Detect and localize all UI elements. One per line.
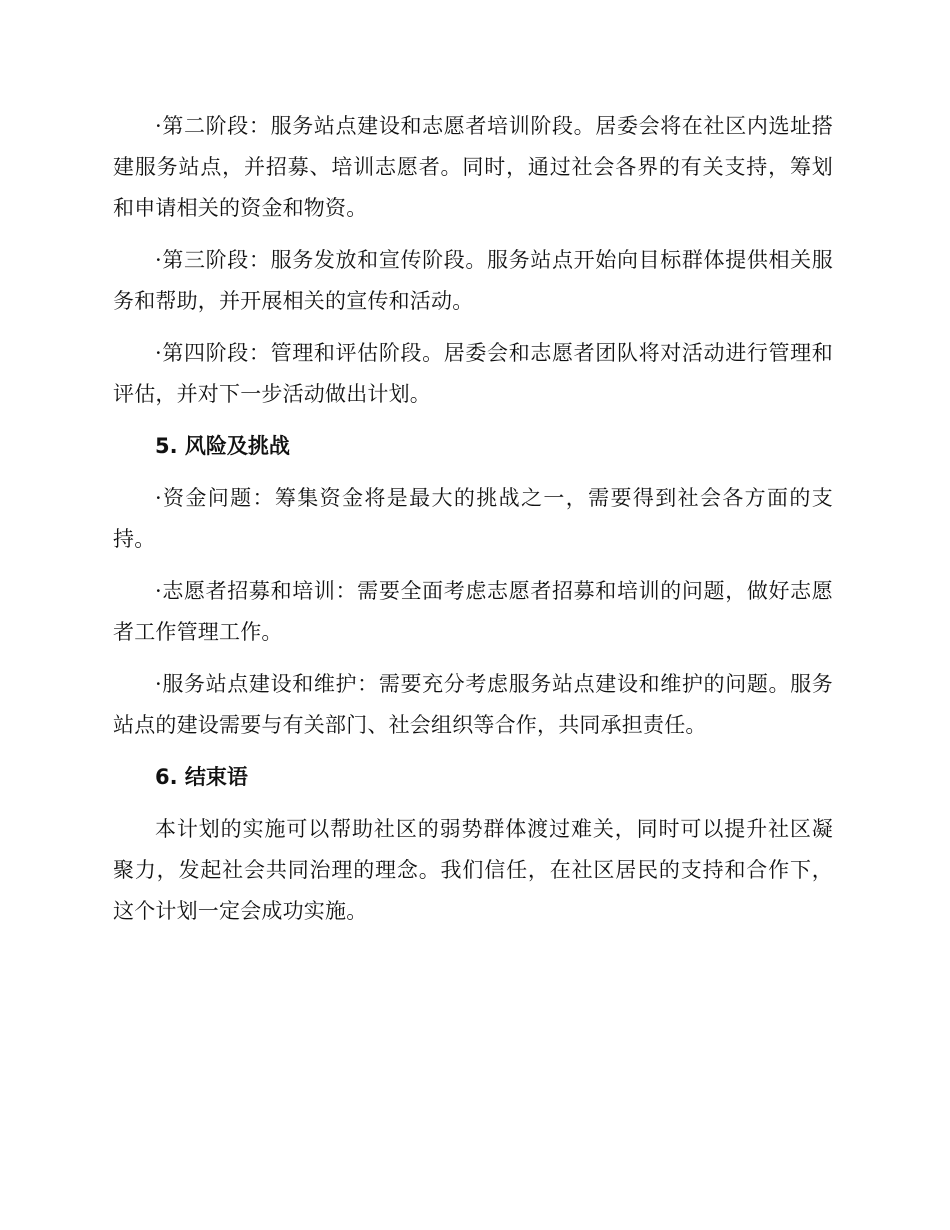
phase-two-paragraph: ·第二阶段：服务站点建设和志愿者培训阶段。居委会将在社区内选址搭建服务站点，并招募、培训志愿者。同时，通过社会各界的有关支持，筹划和申请相关的资金和物资。 [113, 114, 833, 220]
document-page [113, 106, 833, 943]
phase-four-paragraph: ·第四阶段：管理和评估阶段。居委会和志愿者团队将对活动进行管理和评估，并对下一步活动做出计划。 [113, 341, 833, 406]
risk-volunteer-paragraph: ·志愿者招募和培训：需要全面考虑志愿者招募和培训的问题，做好志愿者工作管理工作。 [113, 579, 833, 644]
conclusion-paragraph: 本计划的实施可以帮助社区的弱势群体渡过难关，同时可以提升社区凝聚力，发起社会共同治理的理念。我们信任，在社区居民的支持和合作下，这个计划一定会成功实施。 [113, 817, 833, 923]
section-6-heading: 6. 结束语 [155, 765, 248, 789]
risk-funding-paragraph: ·资金问题：筹集资金将是最大的挑战之一，需要得到社会各方面的支持。 [113, 486, 833, 551]
phase-three-paragraph: ·第三阶段：服务发放和宣传阶段。服务站点开始向目标群体提供相关服务和帮助，并开展相关的宣传和活动。 [113, 248, 833, 313]
risk-station-paragraph: ·服务站点建设和维护：需要充分考虑服务站点建设和维护的问题。服务站点的建设需要与有关部门、社会组织等合作，共同承担责任。 [113, 672, 833, 737]
section-5-heading: 5. 风险及挑战 [155, 434, 290, 458]
